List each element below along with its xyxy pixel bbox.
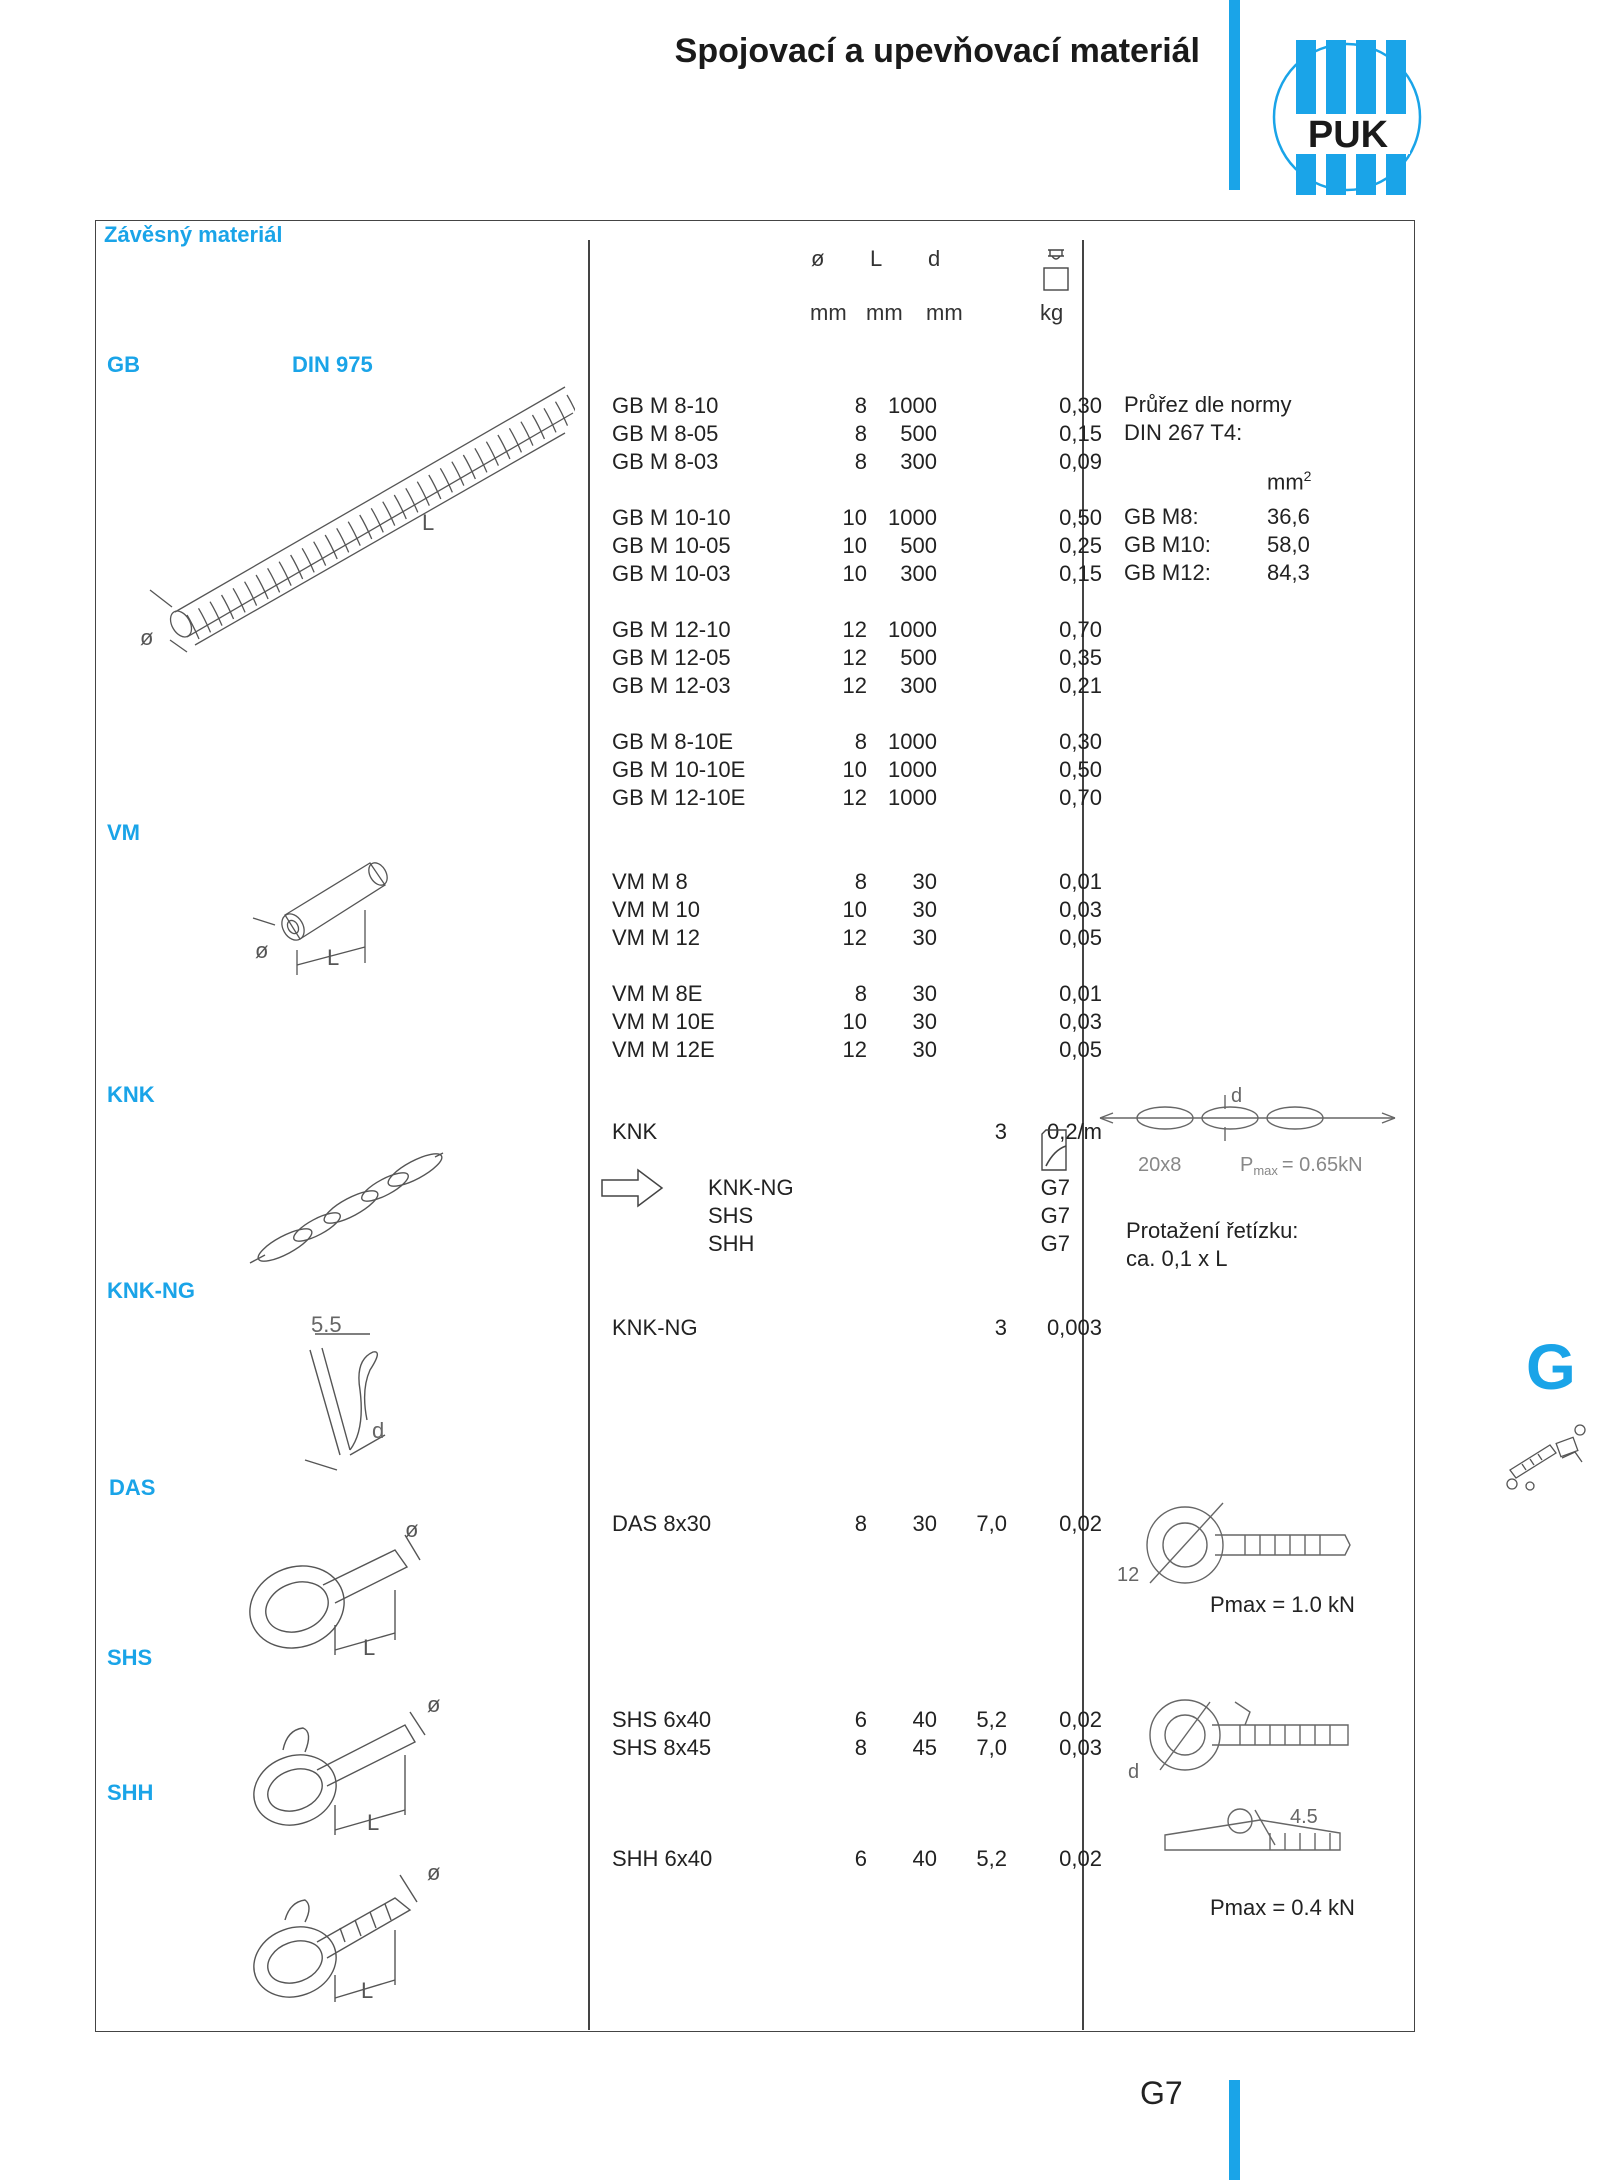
row-weight: 0,09: [1059, 449, 1102, 474]
col-header-length: L: [870, 246, 883, 271]
table-row: [612, 1118, 1102, 1146]
das-pmax: Pmax = 1.0 kN: [1210, 1592, 1355, 1617]
gb-m8-value: 36,6: [1267, 504, 1310, 529]
group-label-knkng: KNK-NG: [107, 1278, 195, 1303]
ref-row: [708, 1174, 1080, 1202]
row-weight: 0,05: [1059, 1037, 1102, 1062]
gb-m10-value: 58,0: [1267, 532, 1310, 557]
row-diameter: 10: [842, 533, 867, 558]
ref-name: KNK-NG: [708, 1175, 794, 1200]
chain-d-label: d: [1231, 1085, 1243, 1107]
row-diameter: 12: [842, 925, 867, 950]
table-row: [612, 420, 1102, 448]
ref-row: [708, 1230, 1080, 1258]
row-length: 1000: [888, 617, 937, 642]
row-d: 7,0: [976, 1735, 1007, 1760]
unit-mm2: $mm^2$: [1267, 468, 1312, 495]
screwhook-load-diagram: [1160, 1805, 1370, 1875]
col-header-diameter: ø: [811, 246, 825, 271]
row-name: VM M 8: [612, 869, 688, 894]
col-unit-length: mm: [866, 300, 903, 325]
table-row: [612, 784, 1102, 812]
row-diameter: 12: [842, 785, 867, 810]
chain-pmax-label: $P_{max} = 0.65kN$: [1240, 1154, 1363, 1178]
row-weight: 0,05: [1059, 925, 1102, 950]
fastener-icon: [1500, 1420, 1595, 1495]
row-name: GB M 12-05: [612, 645, 731, 670]
col-unit-d: mm: [926, 300, 963, 325]
swivel-hook-drawing: [245, 1690, 445, 1840]
row-diameter: 8: [854, 421, 867, 446]
group-label-vm: VM: [107, 820, 140, 845]
row-length: 30: [912, 1037, 937, 1062]
row-name: GB M 10-03: [612, 561, 731, 586]
table-row: [612, 616, 1102, 644]
row-weight: 0,01: [1059, 981, 1102, 1006]
row-weight: 0,70: [1059, 785, 1102, 810]
table-row: [612, 1036, 1102, 1064]
arrow-right-icon: [600, 1168, 664, 1208]
row-length: 1000: [888, 505, 937, 530]
ref-name: SHS: [708, 1203, 754, 1228]
row-length: 30: [912, 869, 937, 894]
elongation-note-2: ca. 0,1 x L: [1126, 1246, 1228, 1271]
table-row: [612, 868, 1102, 896]
row-name: SHH 6x40: [612, 1846, 713, 1871]
row-name: GB M 10-10E: [612, 757, 746, 782]
row-length: 30: [912, 1009, 937, 1034]
chain-drawing: [245, 1145, 445, 1275]
row-length: 30: [912, 897, 937, 922]
row-name: SHS 6x40: [612, 1707, 712, 1732]
eye-dim-label: 12: [1117, 1564, 1140, 1586]
row-length: 40: [912, 1707, 937, 1732]
row-diameter: 8: [854, 1735, 867, 1760]
row-diameter: 6: [854, 1707, 867, 1732]
table-row: [612, 980, 1102, 1008]
eye-length-label: L: [363, 1635, 376, 1660]
eye-screw-load-diagram: [1115, 1495, 1365, 1595]
row-name: KNK-NG: [612, 1315, 698, 1340]
row-name: DAS 8x30: [612, 1511, 712, 1536]
row-weight: 0,03: [1059, 897, 1102, 922]
row-d: 5,2: [976, 1846, 1007, 1871]
row-weight: 0,35: [1059, 645, 1102, 670]
row-diameter: 8: [854, 729, 867, 754]
row-length: 1000: [888, 785, 937, 810]
chart-icon: [1040, 1128, 1072, 1172]
table-row: [612, 896, 1102, 924]
row-weight: 0,003: [1046, 1315, 1102, 1340]
group-label-shh: SHH: [107, 1780, 154, 1805]
col-header-d: d: [928, 246, 941, 271]
row-weight: 0,30: [1059, 729, 1102, 754]
gb-m12-value: 84,3: [1267, 560, 1310, 585]
row-length: 30: [912, 981, 937, 1006]
row-length: 40: [912, 1846, 937, 1871]
threaded-rod-drawing: [125, 375, 575, 675]
row-length: 1000: [888, 393, 937, 418]
row-diameter: 10: [842, 757, 867, 782]
table-row: [612, 644, 1102, 672]
row-name: GB M 10-05: [612, 533, 731, 558]
table-row: [612, 1008, 1102, 1036]
group-label-knk: KNK: [107, 1082, 155, 1107]
gb-m8-label: GB M8:: [1124, 504, 1199, 529]
screwhook-length-label: L: [361, 1978, 374, 2003]
row-d: 7,0: [976, 1511, 1007, 1536]
group-standard-gb: DIN 975: [292, 352, 373, 377]
gb-m12-label: GB M12:: [1124, 560, 1211, 585]
row-name: GB M 10-10: [612, 505, 731, 530]
table-row: [612, 924, 1102, 952]
chain-hook-drawing: [295, 1310, 405, 1490]
table-row: [612, 392, 1102, 420]
row-length: 300: [900, 561, 937, 586]
logo-text: PUK: [1307, 114, 1389, 156]
row-weight: 0,21: [1059, 673, 1102, 698]
ref-name: SHH: [708, 1231, 755, 1256]
group-label-gb: GB: [107, 352, 140, 377]
row-name: GB M 12-10: [612, 617, 731, 642]
row-diameter: 10: [842, 1009, 867, 1034]
row-d: 3: [994, 1315, 1007, 1340]
row-length: 500: [900, 421, 937, 446]
row-length: 500: [900, 645, 937, 670]
screwhook-dia-label: ø: [427, 1860, 441, 1885]
eye-screw-drawing: [245, 1505, 445, 1665]
section-title: Závěsný materiál: [104, 222, 283, 247]
section-tab-letter: G: [1526, 1331, 1576, 1403]
chain-load-diagram: [1095, 1075, 1405, 1185]
col-unit-diameter: mm: [810, 300, 847, 325]
table-row: [612, 532, 1102, 560]
hook-d-label: d: [372, 1418, 385, 1443]
row-name: GB M 12-03: [612, 673, 731, 698]
row-name: GB M 8-10E: [612, 729, 734, 754]
row-diameter: 8: [854, 1511, 867, 1536]
page-number: G7: [1140, 2075, 1183, 2111]
row-diameter: 6: [854, 1846, 867, 1871]
screwhook-dim-label: 4.5: [1290, 1806, 1318, 1828]
row-name: VM M 12: [612, 925, 701, 950]
coupling-length-label: L: [327, 945, 340, 970]
rod-length-label: L: [422, 510, 435, 535]
table-row: [612, 1314, 1102, 1342]
group-label-shs: SHS: [107, 1645, 153, 1670]
row-d: 3: [994, 1119, 1007, 1144]
row-diameter: 10: [842, 561, 867, 586]
ref-page: G7: [1040, 1231, 1070, 1256]
accent-bar-bottom: [1229, 2080, 1240, 2180]
row-length: 30: [912, 925, 937, 950]
table-row: [612, 1845, 1102, 1873]
row-name: GB M 8-05: [612, 421, 719, 446]
elongation-note-1: Protažení řetízku:: [1126, 1218, 1299, 1243]
row-weight: 0,15: [1059, 421, 1102, 446]
row-weight: 0,30: [1059, 393, 1102, 418]
row-diameter: 12: [842, 673, 867, 698]
row-length: 1000: [888, 757, 937, 782]
shh-pmax: Pmax = 0.4 kN: [1210, 1895, 1355, 1920]
row-diameter: 8: [854, 449, 867, 474]
row-weight: 0,50: [1059, 757, 1102, 782]
row-name: VM M 8E: [612, 981, 703, 1006]
hook-dim-label: 5.5: [311, 1312, 342, 1337]
row-name: GB M 8-03: [612, 449, 719, 474]
table-row: [612, 560, 1102, 588]
ref-page: G7: [1040, 1203, 1070, 1228]
row-name: GB M 12-10E: [612, 785, 746, 810]
row-diameter: 8: [854, 869, 867, 894]
row-weight: 0,01: [1059, 869, 1102, 894]
swivel-load-diagram: [1120, 1690, 1370, 1790]
row-weight: 0,2/m: [1046, 1119, 1102, 1144]
table-row: [612, 756, 1102, 784]
row-d: 5,2: [976, 1707, 1007, 1732]
coupling-dia-label: ø: [255, 938, 269, 963]
row-length: 500: [900, 533, 937, 558]
coupling-nut-drawing: [245, 855, 405, 985]
group-label-das: DAS: [109, 1475, 156, 1500]
row-weight: 0,03: [1059, 1009, 1102, 1034]
column-divider-1: [588, 240, 590, 2030]
row-name: VM M 10: [612, 897, 701, 922]
row-weight: 0,02: [1059, 1511, 1102, 1536]
row-length: 300: [900, 673, 937, 698]
chain-size-label: 20x8: [1138, 1154, 1182, 1176]
table-row: [612, 504, 1102, 532]
eye-dia-label: ø: [405, 1517, 419, 1542]
row-name: KNK: [612, 1119, 658, 1144]
screw-hook-drawing: [245, 1850, 445, 2010]
row-diameter: 8: [854, 981, 867, 1006]
row-weight: 0,15: [1059, 561, 1102, 586]
table-row: [612, 728, 1102, 756]
row-length: 30: [912, 1511, 937, 1536]
row-diameter: 12: [842, 617, 867, 642]
row-length: 300: [900, 449, 937, 474]
table-row: [612, 448, 1102, 476]
table-row: [612, 1706, 1102, 1734]
cross-section-note-2: DIN 267 T4:: [1124, 420, 1243, 445]
row-diameter: 10: [842, 505, 867, 530]
row-length: 1000: [888, 729, 937, 754]
accent-bar-top: [1229, 0, 1240, 190]
row-weight: 0,02: [1059, 1707, 1102, 1732]
ref-page: G7: [1040, 1175, 1070, 1200]
row-name: SHS 8x45: [612, 1735, 712, 1760]
row-diameter: 8: [854, 393, 867, 418]
cross-section-note-1: Průřez dle normy: [1124, 392, 1292, 417]
row-weight: 0,03: [1059, 1735, 1102, 1760]
ref-row: [708, 1202, 1080, 1230]
puk-logo: [1270, 40, 1425, 195]
row-diameter: 10: [842, 897, 867, 922]
table-row: [612, 672, 1102, 700]
rod-dia-label: ø: [140, 625, 154, 650]
swivel-dia-label: ø: [427, 1692, 441, 1717]
table-row: [612, 1734, 1102, 1762]
table-row: [612, 1510, 1102, 1538]
gb-m10-label: GB M10:: [1124, 532, 1211, 557]
swivel-length-label: L: [367, 1810, 380, 1835]
row-diameter: 12: [842, 645, 867, 670]
product-table: [600, 0, 1102, 2180]
row-weight: 0,70: [1059, 617, 1102, 642]
row-length: 45: [912, 1735, 937, 1760]
row-name: VM M 12E: [612, 1037, 715, 1062]
row-name: GB M 8-10: [612, 393, 719, 418]
page-title: Spojovací a upevňovací materiál: [674, 32, 1200, 70]
col-unit-weight: kg: [1040, 300, 1064, 325]
row-name: VM M 10E: [612, 1009, 715, 1034]
row-weight: 0,02: [1059, 1846, 1102, 1871]
swivel-d-label: d: [1128, 1761, 1140, 1783]
row-diameter: 12: [842, 1037, 867, 1062]
row-weight: 0,50: [1059, 505, 1102, 530]
row-weight: 0,25: [1059, 533, 1102, 558]
